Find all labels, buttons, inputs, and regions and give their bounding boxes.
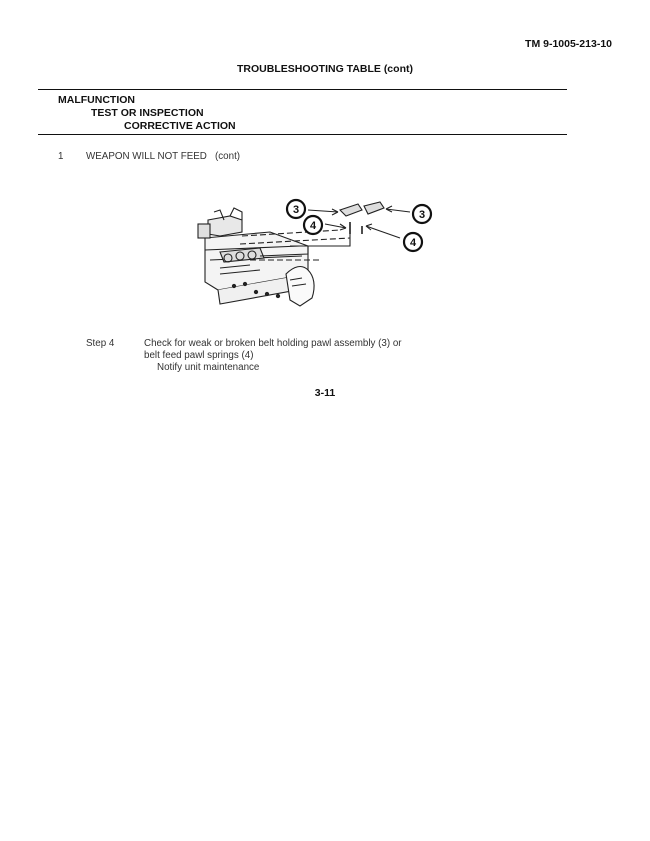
corrective-action-text: Notify unit maintenance [157,362,260,373]
header-top-rule [38,89,567,90]
malfunction-number: 1 [58,151,64,162]
callout-4-left: 4 [309,220,317,232]
callout-3-right: 3 [418,209,426,221]
page-number: 3-11 [314,387,336,399]
header-corrective-action: CORRECTIVE ACTION [124,120,236,132]
feed-pawl-illustration [190,190,440,320]
step-label: Step 4 [86,338,115,349]
document-id: TM 9-1005-213-10 [525,38,612,50]
header-test-or-inspection: TEST OR INSPECTION [91,107,204,119]
step-text-line2: belt feed pawl springs (4) [144,350,254,361]
header-bottom-rule [38,134,567,135]
header-malfunction: MALFUNCTION [58,94,135,106]
page-title: TROUBLESHOOTING TABLE (cont) [237,63,413,75]
callout-3-left: 3 [292,204,300,216]
malfunction-description: WEAPON WILL NOT FEED (cont) [86,151,241,162]
step-text-line1: Check for weak or broken belt holding pawl assembly (3) or [144,338,402,349]
callout-4-right: 4 [409,237,417,249]
